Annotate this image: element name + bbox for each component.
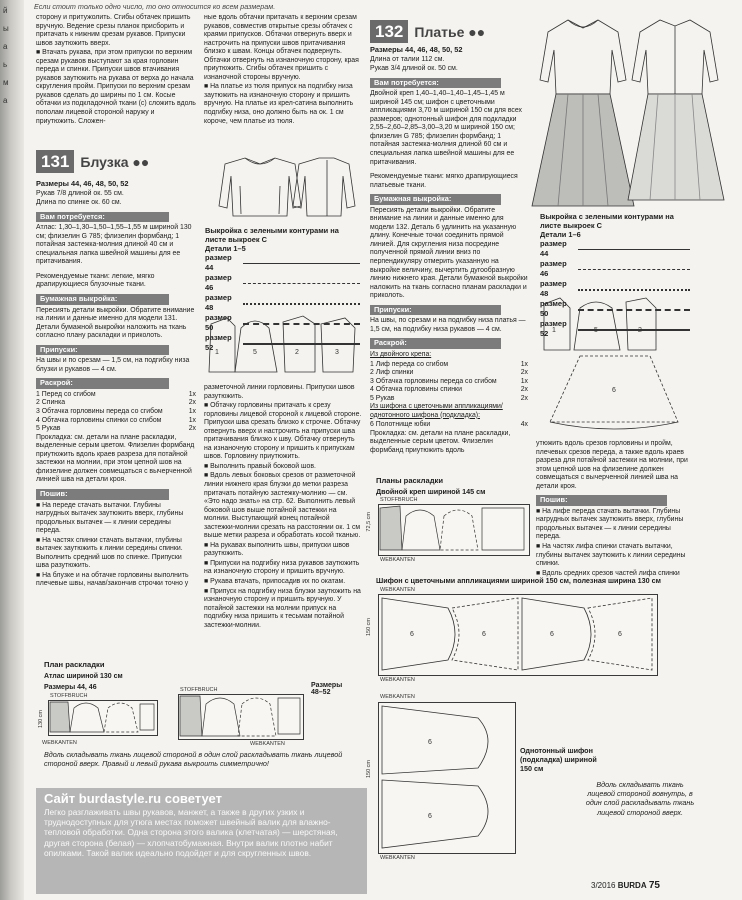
- sleeve-length: Рукав 7/8 длиной ок. 55 см.: [36, 189, 124, 197]
- paragraph: ■ Рукава втачать, припосадив их по окатам.: [204, 578, 346, 586]
- selvage-label: WEBKANTEN: [42, 740, 77, 746]
- svg-text:1: 1: [215, 349, 219, 356]
- cut-item: 5 Рукав 2х: [36, 425, 196, 433]
- svg-text:2: 2: [295, 349, 299, 356]
- layout-note: Вдоль складывать ткань лицевой стороной вовнутрь, в один слой раскладывать ткань лицевой стороной вверх.: [585, 780, 695, 817]
- selvage-label: WEBKANTEN: [380, 694, 415, 700]
- model-number: 132: [370, 20, 408, 43]
- model-132-pattern-pieces: [540, 296, 690, 428]
- size-legend: размер 44 размер 46 размер 48 размер 50 размер 52: [205, 253, 360, 353]
- magazine-brand: BURDA: [617, 881, 647, 890]
- selvage-label: WEBKANTEN: [380, 855, 415, 861]
- selvage-label: WEBKANTEN: [250, 741, 285, 747]
- cut-item: 5 Рукав 2х: [370, 394, 528, 402]
- fabric-label: Атлас шириной 130 см: [44, 673, 123, 680]
- model-132-text: [370, 46, 528, 457]
- sewing-step: ■ На лифе переда стачать вытачки. Глубины нагрудных вытачек заутюжить вверх, глубины продольных вытачек — к линии середины переда.: [536, 507, 684, 541]
- cut-item: 6 Полотнище юбки 4х: [370, 421, 528, 429]
- layout-pieces-48-52: [178, 694, 304, 740]
- sleeve-length: Рукав 3/4 длиной ок. 50 см.: [370, 65, 458, 73]
- sewing-step: ■ На переде стачать вытачки. Глубины нагрудных вытачек заутюжить вверх, глубины продольных вытачек — к линии середины переда.: [36, 501, 184, 535]
- width-label: 72,5 cm: [366, 512, 372, 532]
- paragraph: ■ На рукавах выполнить швы, припуски швов разутюжить.: [204, 541, 350, 558]
- col2-intro: [204, 14, 362, 127]
- seam-allowances: На швы, по срезам и на подгибку низа платья — 1,5 см, на подгибку низа рукавов — 4 см.: [370, 317, 526, 333]
- paragraph: разметочной линии горловины. Припуски швов разутюжить.: [204, 384, 355, 400]
- paragraph: ■ Втачать рукава, при этом припуски по верхним срезам рукавов выступают за края горловин переда и спинки. Припуски швов втачивания рукавов заутюжить на рукава от верха до начала скругления пройм. Припуски по верхним срезам рукавов сделать до ширины по 1 см. Косые обтачки из подкладочной ткани (с) сложить вдоль пополам лицевой стороной наружу и приутюжить. Сложен-: [36, 49, 196, 125]
- svg-text:1: 1: [552, 327, 556, 334]
- paragraph: ■ На платье из тюля припуск на подгибку низа заутюжить на изнаночную сторону и пришить вручную. На платье из крел-сатина выполнить подгибку низа, оно должно быть на ок. 1 см короче, чем платье из тюля.: [204, 83, 354, 125]
- page-footer: [591, 880, 660, 891]
- sewing-step: ■ На частях спинки стачать вытачки, глубины вытачек заутюжить к линии середины спинки. Выполнить средний шов по спинке. Припуски шва разутюжить.: [36, 536, 183, 570]
- cut-subheading: Из шифона с цветочными аппликациями/однотонного шифона (подкладка):: [370, 403, 503, 419]
- model-131-layout-heading: [44, 660, 123, 691]
- paragraph: ■ Припуск на подгибку низа блузки заутюжить на изнаночную сторону и пришить вручную. У потайной застежки на молнии припуск на подгибку низа пришить к тесьмам потайной застежки-молнии.: [204, 587, 361, 629]
- sewing-step: ■ На блузке и на обтачке горловины выполнить плечевые швы, начав/закончив строчки точно у: [36, 571, 189, 588]
- cut-item: 3 Обтачка горловины переда со сгибом 1х: [36, 408, 196, 416]
- sewing-step: ■ Вдоль средних срезов частей лифа спинки: [536, 569, 680, 577]
- model-132-sewing: [536, 440, 694, 579]
- top-note: Если стоит только одно число, то оно относится ко всем размерам.: [34, 2, 276, 11]
- fold-label: STOFFBRUCH: [380, 497, 418, 503]
- sizes-line: Размеры 44, 46, 48, 50, 52: [36, 179, 129, 188]
- cut-item: 4 Обтачка горловины спинки со сгибом 1х: [36, 416, 196, 424]
- width-label: 150 cm: [366, 618, 372, 637]
- seam-allowances: На швы и по срезам — 1,5 см, на подгибку низа блузки и рукавов — 4 см.: [36, 357, 190, 373]
- width-label: 150 cm: [366, 760, 372, 779]
- model-title: Платье ●●: [414, 23, 486, 40]
- svg-text:6: 6: [410, 631, 414, 638]
- model-131-heading: [36, 150, 149, 173]
- gutter-letter: й: [3, 6, 8, 15]
- pattern-sheet-title: Выкройка с зелеными контурами на листе выкроек С: [540, 212, 674, 230]
- svg-text:3: 3: [335, 349, 339, 356]
- pattern-instructions: Пересиять детали выкройки. Обратите внимание на линии и данные именно для модели 131. Детали бумажной выкройки наложить на ткань согласно плану раскладки и приколоть.: [36, 306, 195, 340]
- dress-length: Длина от талии 112 см.: [370, 55, 445, 63]
- section-header: Бумажная выкройка:: [370, 194, 501, 205]
- cut-item: 2 Лиф спинки 2х: [370, 369, 528, 377]
- blouse-technical-drawing: [205, 156, 355, 222]
- size-group-label: Размеры 48–52: [311, 682, 343, 696]
- cut-item: 4 Обтачка горловины спинки 2х: [370, 386, 528, 394]
- col1-intro: [36, 14, 196, 127]
- cut-item: 1 Лиф переда со сгибом 1х: [370, 360, 528, 368]
- svg-text:5: 5: [594, 327, 598, 334]
- sizes-line: Размеры 44, 46, 48, 50, 52: [370, 45, 463, 54]
- fold-label: STOFFBRUCH: [180, 687, 218, 693]
- pattern-sheet-title: Выкройка с зелеными контурами на листе выкроек С: [205, 226, 339, 244]
- issue-number: 3/2016: [591, 881, 616, 890]
- model-number: 131: [36, 150, 74, 173]
- section-header: Припуски:: [370, 305, 501, 316]
- paragraph: ■ Припуски на подгибку низа рукавов заутюжить на изнаночную сторону и пришить вручную.: [204, 559, 360, 576]
- model-131-text: [36, 180, 196, 590]
- model-131-pattern-pieces: [205, 314, 360, 376]
- svg-text:6: 6: [550, 631, 554, 638]
- fabric-label: Однотонный шифон (подкладка) шириной 150 см: [520, 746, 597, 773]
- binding-gutter: [0, 0, 24, 900]
- gutter-letter: ы: [3, 24, 9, 33]
- section-header: Раскрой:: [370, 338, 501, 349]
- tip-text: Легко разглаживать швы рукавов, манжет, а также в других узких и труднодоступных для утюга местах поможет швейный валик для влажно-тепловой обработки. Одна сторона этого валика (клетчатая) — шерстяная, другая сторона (белая) — хлопчатобумажная. Внутри валик плотно набит опилками. Такой валик идеально подойдет и для скругленных швов.: [44, 807, 338, 858]
- paragraph: ные вдоль обтачки притачать к верхним срезам рукавов, совместив открытые срезы обтачек с краями припусков. Обтачки отвернуть вверх и настрочить на припуски швов притачивания близко к швам. Концы обтачек подвернуть. Обтачки отвернуть на изнаночную сторону, края приутюжить. Сгибы обтачек пришить с изнаночной стороны вручную.: [204, 14, 359, 81]
- tip-title: Сайт burdastyle.ru советует: [44, 791, 222, 806]
- tip-box: [36, 788, 367, 894]
- section-header: Раскрой:: [36, 378, 169, 389]
- pattern-instructions: Пересиять детали выкройки. Обратите внимание на линии и данные именно для модели 132. Деталь 6 удлинить на указанную длину. Конечные точки соединить прямой линией. Для скругления низа посредине полученной прямой линии вниз по перпендикуляру отмерить указанную на выкройке величину, вычертить дугообразную линию нижнего края. Детали бумажной выкройки наложить на ткань согласно планам раскладки и приколоть.: [370, 206, 528, 300]
- paragraph: ■ Выполнить правый боковой шов.: [204, 462, 316, 470]
- materials: Двойной креп 1,40–1,40–1,40–1,45–1,45 м шириной 145 см; шифон с цветочными аппликациями 3,70 м шириной 150 см для всех размеров; однотонный шифон для подкладки 2,55–2,60–2,85–3,00–3,20 м шириной 150 см; флизелин G 785; флизелин формбанд; 1 потайная застежка-молния длиной 60 см и специальная лапка швейной машины для ее притачивания.: [370, 90, 522, 166]
- pattern-details: Детали 1–6: [540, 230, 581, 239]
- recommended-fabrics: Рекомендуемые ткани: легкие, мягко драпирующиеся блузочные ткани.: [36, 272, 155, 289]
- svg-text:6: 6: [428, 739, 432, 746]
- paragraph: ■ Вдоль левых боковых срезов от разметочной линии нижнего края блузки до метки разреза притачать потайную застежку-молнию — см. «Это надо знать» на стр. 62. Выполнить левый боковой шов выше потайной застежки на молнии. Выступающий конец потайной застежки-молнии срезать на расстоянии ок. 1 см выше метки разреза и обработать косой тканью.: [204, 472, 361, 540]
- gutter-letter: а: [3, 42, 8, 51]
- layout-pieces-44-46: [48, 700, 158, 736]
- selvage-label: WEBKANTEN: [380, 677, 415, 683]
- back-length: Длина по спинке ок. 60 см.: [36, 199, 122, 207]
- layout-title: План раскладки: [44, 660, 105, 669]
- section-header: Пошив:: [36, 489, 169, 500]
- width-label: 130 cm: [38, 710, 44, 729]
- layout-title: Планы раскладки: [376, 476, 444, 485]
- interfacing-continued: утюжить вдоль срезов горловины и пройм, плечевых срезов переда, а также вдоль краев разреза для потайной застежки на молнии, при этом цепной шов на флизелине должен совмещаться с вычерченной линией шва на детали кроя.: [536, 440, 688, 490]
- paragraph: сторону и притужолить. Сгибы обтачек пришить вручную. Ведение срезы планок присборить и притачать к нижним срезам рукавов. Припуски швов заутюжить вверх.: [36, 14, 191, 47]
- materials: Атлас: 1,30–1,30–1,50–1,55–1,55 м шириной 130 см; флизелин G 785; флизелин формбанд; 1 потайная застежка-молния длиной 40 см и специальная лапка швейной машины для ее притачивания.: [36, 224, 192, 266]
- selvage-label: WEBKANTEN: [380, 557, 415, 563]
- model-title: Блузка ●●: [80, 153, 150, 170]
- svg-text:6: 6: [618, 631, 622, 638]
- fabric-label: Двойной креп шириной 145 см: [376, 487, 486, 496]
- gutter-letter: ь: [3, 60, 8, 69]
- cut-item: 3 Обтачка горловины переда со сгибом 1х: [370, 377, 528, 385]
- model-132-layout-heading: [376, 476, 485, 496]
- model-131-sewing-continued: [204, 384, 362, 631]
- section-header: Вам потребуется:: [370, 78, 501, 89]
- section-header: Пошив:: [536, 495, 667, 506]
- dress-technical-drawing: [528, 10, 718, 210]
- section-header: Вам потребуется:: [36, 212, 169, 223]
- pattern-details: Детали 1–5: [205, 244, 246, 253]
- sewing-step: ■ На частях лифа спинки стачать вытачки, глубины вытачек заутюжить к линии середины спинки.: [536, 543, 686, 568]
- section-header: Припуски:: [36, 345, 169, 356]
- gutter-letter: а: [3, 96, 8, 105]
- page-number: 75: [648, 880, 660, 891]
- recommended-fabrics: Рекомендуемые ткани: мягко драпирующиеся платьевые ткани.: [370, 173, 518, 189]
- svg-text:6: 6: [482, 631, 486, 638]
- fabric-label: Шифон с цветочными аппликациями шириной 150 см, полезная ширина 130 см: [376, 576, 661, 585]
- cut-subheading: Из двойного крепа:: [370, 350, 432, 358]
- size-group-label: Размеры 44, 46: [44, 684, 97, 691]
- model-132-heading: [370, 20, 485, 43]
- svg-text:2: 2: [638, 327, 642, 334]
- interfacing-note: Прокладка: см. детали на плане раскладки, выделенные серым цветом. Флизелин формбанд приутюжить вдоль краев разреза для потайной застежки на молнии, при этом цепной шов на флизелине должен совмещаться с вычерченной линией шва на детали кроя.: [36, 433, 195, 484]
- layout-pieces-crepe: [378, 504, 528, 556]
- gutter-letter: м: [3, 78, 9, 87]
- paragraph: ■ Обтачку горловины притачать к срезу горловины лицевой стороной к лицевой стороне. Припуски шва срезать близко к строчке. Обтачку отвернуть вверх и настрочить на припуски шва притачивания близко к шву. Обтачку отвернуть на изнаночную сторону и пришить к припускам швов. Горловину приутюжить.: [204, 402, 362, 461]
- fold-label: STOFFBRUCH: [50, 693, 88, 699]
- layout-pieces-appliqué-chiffon: [378, 594, 658, 676]
- size-legend: размер 44 размер 46 размер 48 размер 50 размер 52: [540, 239, 690, 339]
- selvage-label: WEBKANTEN: [380, 587, 415, 593]
- cut-item: 1 Перед со сгибом 1х: [36, 390, 196, 398]
- section-header: Бумажная выкройка:: [36, 294, 169, 305]
- layout-note: Вдоль складывать ткань лицевой стороной в один слой раскладывать ткань лицевой стороной вверх. Правый и левый рукава выкроить симметрично!: [44, 750, 343, 768]
- layout-pieces-lining: [378, 702, 516, 854]
- cut-item: 2 Спинка 2х: [36, 399, 196, 407]
- svg-text:6: 6: [612, 387, 616, 394]
- interfacing-note: Прокладка: см. детали на плане раскладки, выделенные серым цветом. Флизелин формбанд приутюжить вдоль: [370, 429, 511, 454]
- svg-text:5: 5: [253, 349, 257, 356]
- svg-text:6: 6: [428, 813, 432, 820]
